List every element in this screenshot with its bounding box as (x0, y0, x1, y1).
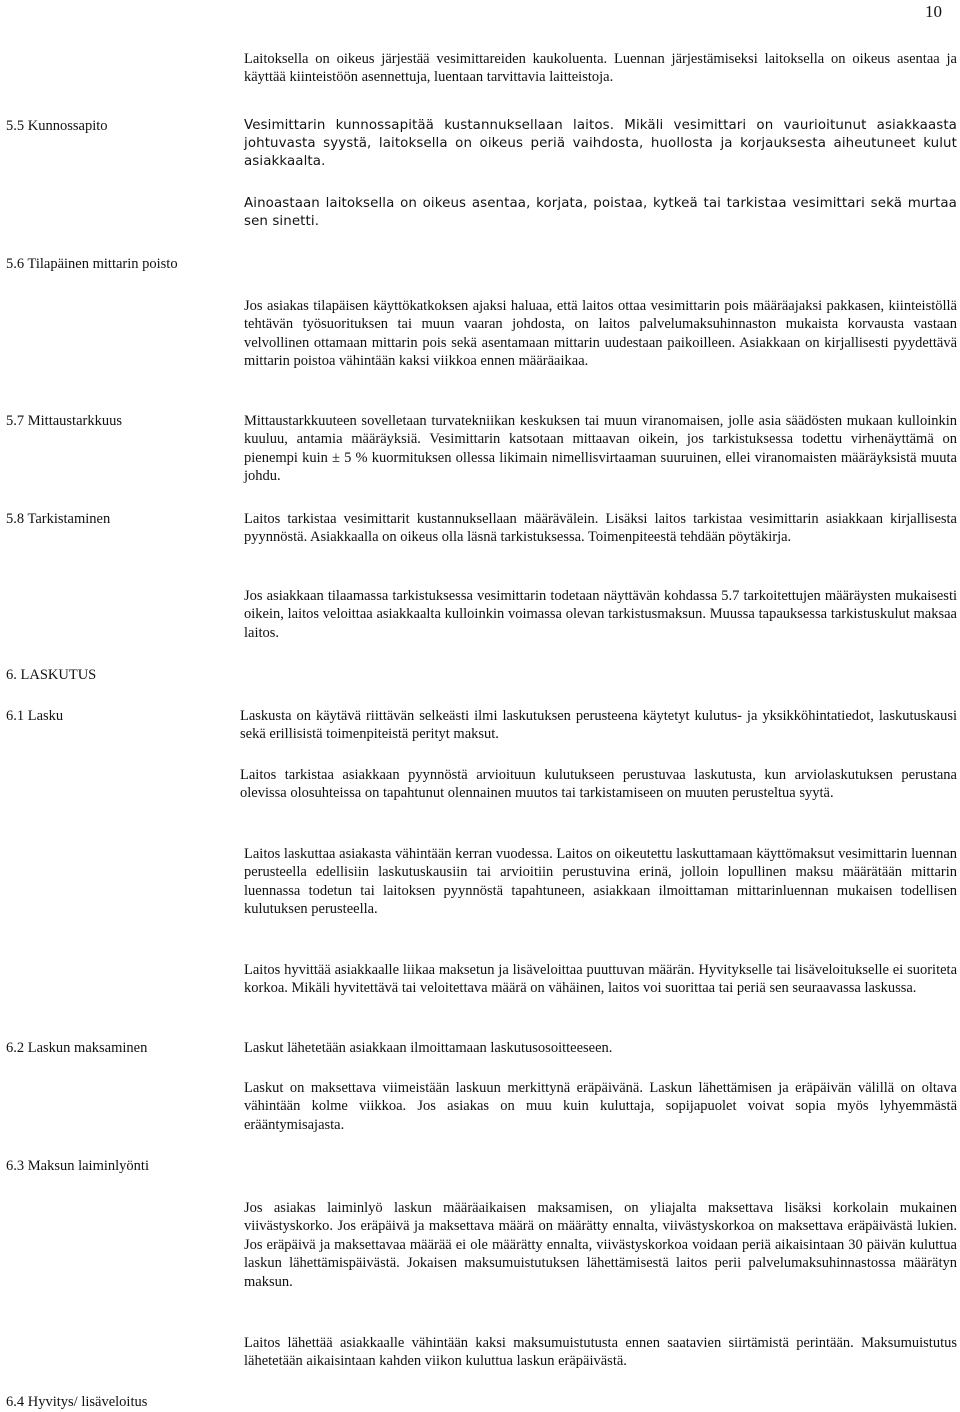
heading-6-1: 6.1 Lasku (6, 708, 64, 724)
heading-6-3: 6.3 Maksun laiminlyönti (6, 1158, 149, 1174)
paragraph-arviolaskutus: Laitos tarkistaa asiakkaan pyynnöstä arvioituun kulutukseen perustuvaa laskutusta, kun arviolaskutuksen perustana olevissa olosuhteissa on tapahtunut olennainen muutos tai tarkistamiseen on muuten perusteltua syytä. (240, 767, 957, 802)
paragraph-hyvitys: Laitos hyvittää asiakkaalle liikaa maksetun ja lisäveloittaa puuttuvan määrän. Hyvitykselle tai lisäveloitukselle ei suoriteta korkoa. Mikäli hyvitettävä tai veloitettava määrä on vähäinen, laitos voi suorittaa tai periä sen seuraavassa laskussa. (244, 962, 957, 997)
heading-6: 6. LASKUTUS (6, 667, 97, 683)
heading-5-8: 5.8 Tarkistaminen (6, 511, 111, 527)
paragraph-kunnossapito: Vesimittarin kunnossapitää kustannuksellaan laitos. Mikäli vesimittari on vaurioitunut asiakkaasta johtuvasta syystä, laitoksella on oikeus periä vaihdosta, huollosta ja korjauksesta aiheutuneet kulut asiakkaalta. (244, 118, 957, 170)
paragraph-lasku-sisalto: Laskusta on käytävä riittävän selkeästi ilmi laskutuksen perusteena käytetyt kulutus- ja yksikköhintatiedot, laskutuskausi sekä erillisistä toimenpiteistä perityt maksut. (240, 708, 957, 743)
paragraph-laskutusosoite: Laskut lähetetään asiakkaan ilmoittamaan laskutusosoitteeseen. (244, 1040, 613, 1056)
paragraph-kaukoluenta: Laitoksella on oikeus järjestää vesimittareiden kaukoluenta. Luennan järjestämiseksi laitoksella on oikeus asentaa ja käyttää kiinteistöön asennettuja, luentaan tarvittavia laitteistoja. (244, 51, 957, 86)
paragraph-erapaiva: Laskut on maksettava viimeistään laskuun merkittynä eräpäivänä. Laskun lähettämisen ja eräpäivän välillä on oltava vähintään kolme viikkoa. Jos asiakas on muu kuin kuluttaja, sopijapuolet voivat sopia myös lyhyemmästä erääntymisajasta. (244, 1080, 957, 1133)
page-number: 10 (925, 2, 942, 21)
paragraph-tilapainen-poisto: Jos asiakas tilapäisen käyttökatkoksen ajaksi haluaa, että laitos ottaa vesimittarin pois määräajaksi pakkasen, kiinteistöllä tehtävän työsuorituksen tai muun vaaran johdosta, on laitos palvelumaksuhinnaston mukaista korvausta vastaan velvollinen ottamaan mittarin pois sekä asentamaan mittarin uudestaan paikoilleen. Asiakkaan on kirjallisesti pyydettävä mittarin poistoa vähintään kaksi viikkoa ennen määräaikaa. (244, 298, 957, 370)
heading-5-5: 5.5 Kunnossapito (6, 118, 108, 134)
paragraph-laskutusvali: Laitos laskuttaa asiakasta vähintään kerran vuodessa. Laitos on oikeutettu laskuttamaan käyttömaksut vesimittarin luennan perusteella edellisiin laskutuskausiin tai arvioitiin perustuvina erinä, jolloin lopullinen maksu määrätään mittarin luennassa todetun tai laitoksen pyynnöstä tapahtuneen, asiakkaan ilmoittaman mittarinluennan mukaisen todellisen kulutuksen perusteella. (244, 846, 957, 918)
paragraph-mittaustarkkuus: Mittaustarkkuuteen sovelletaan turvatekniikan keskuksen tai muun viranomaisen, jolle asia säädösten mukaan kulloinkin kuuluu, antamia määräyksiä. Vesimittarin katsotaan mittaavan oikein, jos tarkistuksessa todettu virhenäyttämä on pienempi kuin ± 5 % kuormituksen ollessa likimain nimellisvirtaaman suuruinen, ellei viranomaisten määräyksistä muuta johdu. (244, 413, 957, 485)
heading-5-6: 5.6 Tilapäinen mittarin poisto (6, 256, 178, 272)
heading-6-2: 6.2 Laskun maksaminen (6, 1040, 148, 1056)
heading-5-7: 5.7 Mittaustarkkuus (6, 413, 122, 429)
paragraph-viivastyskorko: Jos asiakas laiminlyö laskun määräaikaisen maksamisen, on yliajalta maksettava lisäksi korkolain mukainen viivästyskorko. Jos eräpäivä ja maksettava määrä on määrätty ennalta, viivästyskorkoa on maksettava eräpäivästä lukien. Jos eräpäivä ja maksettavaa määrää ei ole määrätty ennalta, viivästyskorkoa voidaan periä aikaisintaan 30 päivän kuluttua laskun lähettämispäivästä. Jokaisen maksumuistutuksen lähettämisestä laitos perii palvelumaksuhinnastossa määrätyn maksun. (244, 1200, 957, 1290)
paragraph-tarkistaminen: Laitos tarkistaa vesimittarit kustannuksellaan määrävälein. Lisäksi laitos tarkistaa vesimittarin asiakkaan kirjallisesta pyynnöstä. Asiakkaalla on oikeus olla läsnä tarkistuksessa. Toimenpiteestä tehdään pöytäkirja. (244, 511, 957, 546)
heading-6-4: 6.4 Hyvitys/ lisäveloitus (6, 1394, 148, 1410)
paragraph-sinetti: Ainoastaan laitoksella on oikeus asentaa, korjata, poistaa, kytkeä tai tarkistaa vesimittari sekä murtaa sen sinetti. (244, 196, 957, 230)
paragraph-tarkistusmaksu: Jos asiakkaan tilaamassa tarkistuksessa vesimittarin todetaan näyttävän kohdassa 5.7 tarkoitettujen määräysten mukaisesti oikein, laitos veloittaa asiakkaalta kulloinkin voimassa olevan tarkistusmaksun. Muussa tapauksessa tarkistuskulut maksaa laitos. (244, 588, 957, 641)
paragraph-maksumuistutus: Laitos lähettää asiakkaalle vähintään kaksi maksumuistutusta ennen saatavien siirtämistä perintään. Maksumuistutus lähetetään aikaisintaan kahden viikon kuluttua laskun eräpäivästä. (244, 1335, 957, 1370)
